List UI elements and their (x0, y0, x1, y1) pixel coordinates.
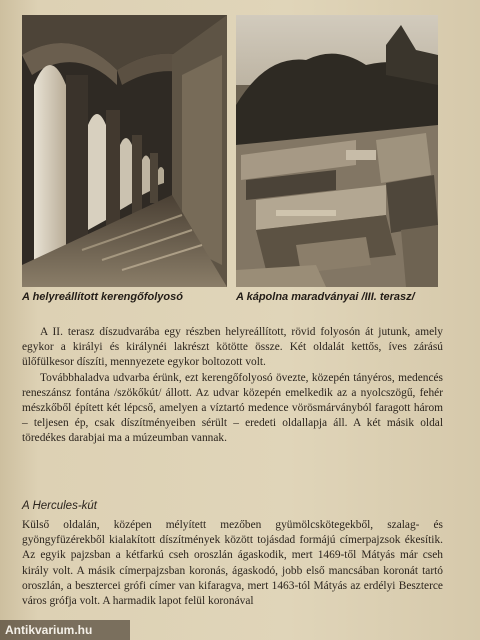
cloister-photo (22, 15, 227, 287)
cloister-photo-image (22, 15, 227, 287)
chapel-ruins-photo-image (236, 15, 438, 287)
chapel-ruins-photo (236, 15, 438, 287)
body-text (22, 325, 443, 447)
section-paragraph: Külső oldalán, középen mélyített mezőben gyümölcskötegekből, szalag- és gyöngyfüzérekből kialakított díszítmények között tojásdad formájú címerpajzsok ékesítik. Az egyik pajzsban a kétfarkú cseh oroszlán ágaskodik, mert 1469-től Mátyás már cseh király volt. A másik címerpajzsban koronás, ágaskodó, jobb első mancsában koronát tartó oroszlán, a besztercei grófi címer van kifaragva, mert 1463-tól Mátyás az erdélyi Beszterce város grófja volt. A harmadik lapot felül koronával (22, 519, 443, 608)
body-paragraph: A II. terasz díszudvarába egy részben helyreállított, rövid folyosón át jutunk, amely egykor a királyi és királynéi lakrészt kötötte össze. Két oldalát kettős, íves zárású ülőfülkesor díszíti, mennyezete egykor boltozott volt. (22, 326, 443, 369)
section-text (22, 518, 443, 609)
body-paragraph: Továbbhaladva udvarba érünk, ezt kerengőfolyosó övezte, közepén tányéros, medencés reneszánsz fontána /szökőkút/ állott. Az udvar közepén emelkedik az a nyolcszögű, fehér mészkőből épített két lépcső, amelyen a víztartó medence vörösmárványból faragott három – teljesen ép, csak díszítményeiben sérült – eredeti oldallapja áll. A két másik oldal töredékes darabjai ma a múzeumban vannak. (22, 371, 443, 445)
watermark: Antikvarium.hu (5, 623, 93, 637)
section-heading: A Hercules-kút (22, 500, 97, 512)
right-photo-caption: A kápolna maradványai /III. terasz/ (236, 291, 415, 303)
left-photo-caption: A helyreállított kerengőfolyosó (22, 291, 183, 303)
